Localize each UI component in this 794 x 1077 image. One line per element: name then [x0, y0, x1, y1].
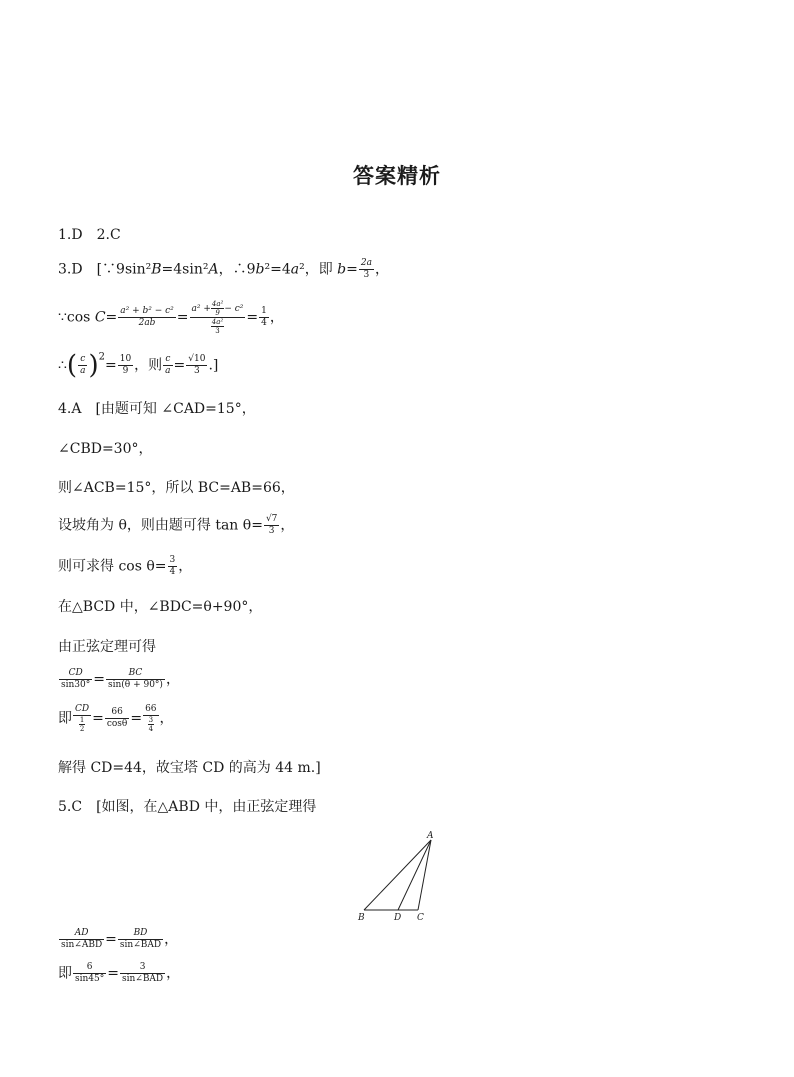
denominator: 2ab — [138, 318, 156, 328]
var-B: B — [151, 261, 162, 278]
denominator: 4 — [148, 725, 154, 733]
fraction — [120, 962, 165, 985]
right-paren: ) — [88, 350, 99, 381]
label-C: C — [417, 913, 424, 923]
fraction — [78, 354, 87, 377]
denominator: 3 — [363, 270, 370, 280]
numerator: 66 — [145, 704, 157, 714]
denominator — [190, 318, 246, 335]
var-b: b — [337, 261, 347, 278]
text: 即 — [58, 965, 72, 982]
text: =4sin² — [161, 261, 209, 278]
denominator: 9 — [122, 366, 129, 376]
numerator: CD — [75, 704, 90, 714]
fraction — [73, 704, 91, 733]
fraction — [168, 555, 178, 578]
text: ∴ — [58, 357, 67, 374]
text: = — [92, 710, 104, 727]
text: 设坡角为 θ，则由题可得 tan θ= — [58, 517, 263, 534]
var-A: A — [208, 261, 219, 278]
numerator: 4a² — [211, 318, 224, 326]
numerator: √7 — [265, 514, 278, 524]
text: ， — [159, 710, 174, 727]
segment-AB — [364, 840, 431, 910]
denominator: a — [165, 366, 171, 376]
segment-AD — [398, 840, 431, 910]
nested-fraction — [79, 716, 85, 733]
text: = — [173, 357, 186, 374]
triangle-svg — [350, 828, 450, 924]
denominator: 3 — [215, 327, 220, 335]
text: = — [130, 710, 143, 727]
denominator: sin∠BAD — [119, 940, 162, 950]
denominator — [73, 716, 91, 733]
numerator — [190, 300, 246, 318]
label-D: D — [394, 913, 402, 923]
text: 则可求得 cos θ= — [58, 558, 167, 575]
text: = — [104, 357, 117, 374]
numerator: 4a² — [211, 300, 224, 308]
text: = — [246, 309, 259, 326]
text: ∵cos — [58, 309, 95, 326]
text: ， — [165, 671, 180, 688]
answer-4-line4 — [58, 514, 294, 537]
denominator — [143, 716, 158, 733]
fraction — [118, 354, 133, 377]
text: = — [346, 261, 358, 278]
var-a: a — [290, 261, 300, 278]
fraction — [118, 928, 163, 951]
fraction — [106, 668, 165, 691]
text: ，∴9 — [218, 261, 256, 278]
numerator: AD — [59, 928, 104, 940]
numerator: BC — [106, 668, 165, 680]
denominator: 3 — [268, 526, 275, 536]
answer-3-line3 — [58, 350, 219, 381]
triangle-figure — [350, 828, 450, 924]
text: ， — [164, 931, 179, 948]
denominator: 4 — [261, 318, 267, 328]
fraction — [264, 514, 279, 537]
text: ， — [280, 517, 295, 534]
fraction — [73, 962, 106, 985]
fraction — [163, 354, 172, 377]
var-b: b — [255, 261, 265, 278]
fraction — [59, 668, 92, 691]
text: = — [105, 931, 117, 948]
fraction — [143, 704, 158, 733]
numerator: 3 — [148, 716, 154, 724]
answer-4-line1: 4.A [由题可知 ∠CAD=15°， — [58, 401, 256, 417]
numerator: a² + b² − c² — [120, 306, 174, 316]
fraction — [59, 928, 104, 951]
numerator: c — [163, 354, 172, 366]
denominator: sin45° — [75, 974, 105, 984]
answer-4-line6: 在△BCD 中，∠BDC=θ+90°， — [58, 599, 263, 615]
text: = — [107, 965, 119, 982]
fraction — [359, 258, 374, 281]
numerator: √10 — [188, 354, 206, 364]
numerator: 3 — [120, 962, 165, 974]
text: = — [105, 309, 118, 326]
denominator: a — [80, 366, 86, 376]
page-title: 答案精析 — [353, 164, 441, 188]
label-A: A — [427, 831, 434, 841]
text: ， — [374, 261, 389, 278]
left-paren: ( — [66, 350, 78, 381]
numerator: 6 — [73, 962, 106, 974]
text: 3.D [∵9sin² — [58, 261, 152, 278]
denominator: 4 — [169, 567, 176, 577]
answer-3-line2 — [58, 300, 284, 335]
fraction — [118, 306, 176, 329]
text: ， — [269, 309, 284, 326]
text: ²，即 — [299, 261, 338, 278]
answer-4-line2: ∠CBD=30°， — [58, 441, 153, 457]
exponent: 2 — [98, 351, 105, 363]
text: 即 — [58, 710, 72, 727]
answer-5-line1: 5.C [如图，在△ABD 中，由正弦定理得 — [58, 799, 317, 815]
denominator: 3 — [194, 366, 200, 376]
text: a² + — [191, 304, 211, 314]
text: .] — [208, 357, 219, 374]
answer-4-line3: 则∠ACB=15°，所以 BC=AB=66， — [58, 480, 295, 496]
text: = — [93, 671, 105, 688]
answer-5-line2 — [58, 928, 178, 951]
answer-4-line10: 解得 CD=44，故宝塔 CD 的高为 44 m.] — [58, 760, 321, 776]
nested-fraction — [211, 318, 224, 335]
answer-1-2: 1.D 2.C — [58, 227, 121, 243]
denominator: sin∠BAD — [121, 974, 164, 984]
denominator: 2 — [79, 725, 85, 733]
var-C: C — [94, 309, 106, 326]
nested-fraction — [211, 300, 224, 317]
numerator: c — [78, 354, 87, 366]
fraction — [186, 354, 207, 377]
numerator: 10 — [119, 354, 132, 364]
numerator: 2a — [360, 258, 372, 268]
numerator: 1 — [261, 306, 267, 316]
denominator: sin∠ABD — [61, 940, 103, 950]
denominator: 9 — [215, 309, 220, 317]
fraction — [105, 707, 130, 730]
answer-4-line5 — [58, 555, 192, 578]
fraction — [259, 306, 269, 329]
numerator: 66 — [105, 707, 130, 719]
answer-4-line8 — [58, 668, 180, 691]
text: − c² — [224, 304, 244, 314]
text: ²=4 — [264, 261, 291, 278]
answer-3-line1 — [58, 258, 389, 281]
denominator: sin(θ + 90°) — [107, 680, 163, 690]
text: ， — [178, 558, 193, 575]
answer-5-line3 — [58, 962, 180, 985]
compound-fraction — [190, 300, 246, 335]
answer-4-line9 — [58, 704, 174, 733]
answer-4-line7: 由正弦定理可得 — [58, 639, 156, 655]
text: ，则 — [134, 357, 163, 374]
text: = — [176, 309, 189, 326]
segment-AC — [418, 840, 431, 910]
numerator: CD — [59, 668, 92, 680]
denominator: cosθ — [106, 719, 128, 729]
numerator: 1 — [79, 716, 85, 724]
label-B: B — [358, 913, 365, 923]
nested-fraction — [148, 716, 154, 733]
numerator: BD — [118, 928, 163, 940]
text: ， — [166, 965, 181, 982]
numerator: 3 — [169, 555, 176, 565]
denominator: sin30° — [61, 680, 91, 690]
